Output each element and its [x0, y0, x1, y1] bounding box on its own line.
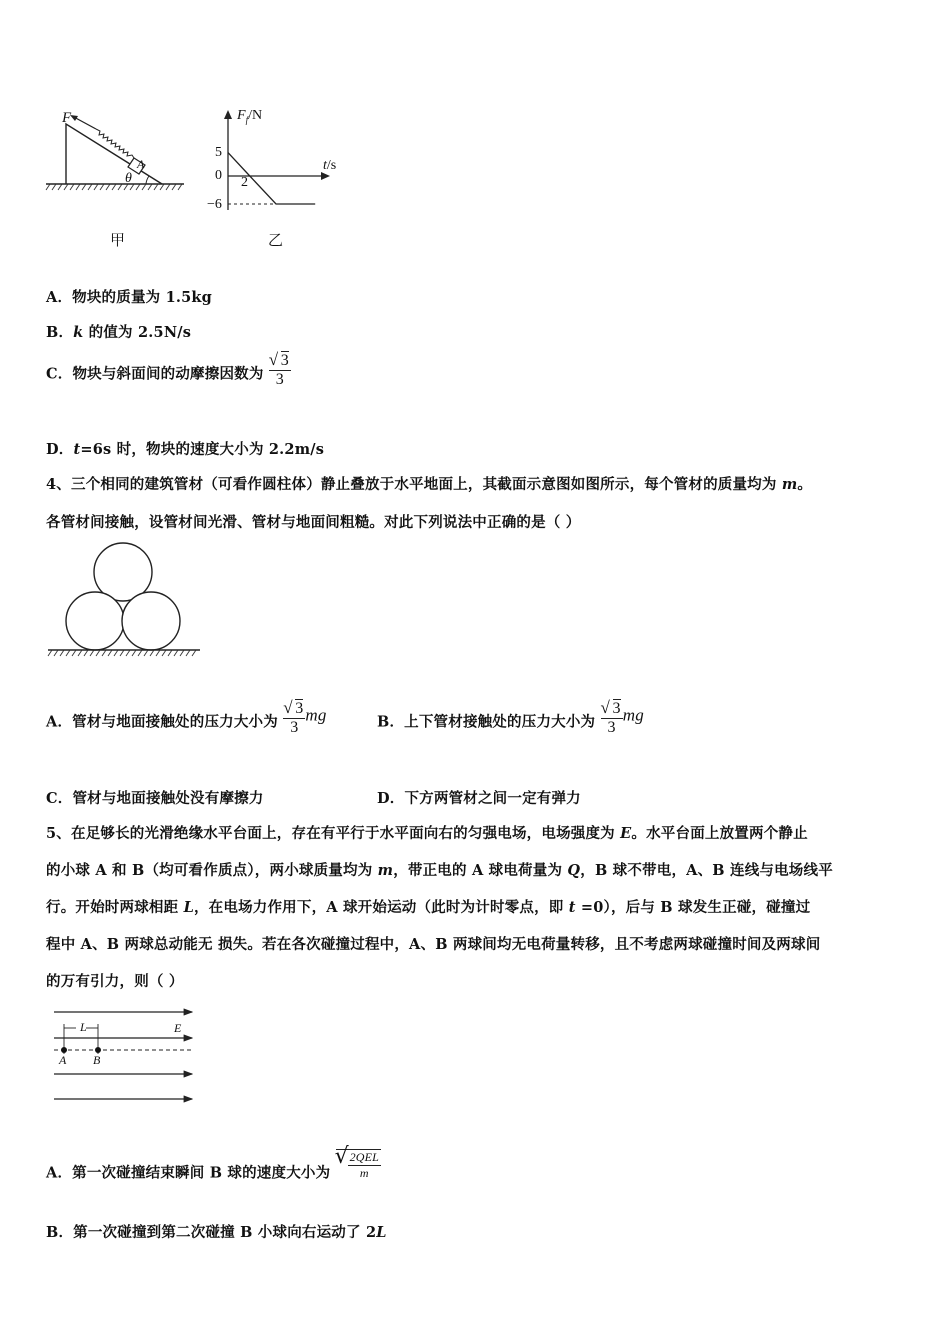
- q3-option-b: B．k 的值为 2.5N/s: [46, 324, 192, 341]
- electric-field-figure: [50, 1004, 200, 1106]
- graph-tick-2: 2: [241, 175, 248, 190]
- graph-tick-5: 5: [215, 145, 222, 160]
- field-fig-B-label: B: [93, 1053, 101, 1067]
- pipes-figure: [44, 540, 204, 662]
- field-fig-L-label: L: [80, 1020, 87, 1034]
- fraction-sqrt3-over-3: √ $\frac{3}{3}$: [269, 352, 291, 389]
- q5-stem-line3: 行。开始时两球相距 L，在电场力作用下，A 球开始运动（此时为计时零点，即 t =0），后与 B 球发生正碰，碰撞过: [46, 899, 811, 916]
- graph-y-axis-label: $F_f/N$: [237, 108, 263, 125]
- q3-option-d: D．t=6s 时，物块的速度大小为 2.2m/s: [46, 441, 325, 458]
- q3-option-c: C．物块与斜面间的动摩擦因数为 √ $\frac{3}{3}$: [46, 356, 291, 393]
- q4-option-c: C．管材与地面接触处没有摩擦力: [46, 790, 264, 807]
- field-fig-A-label: A: [59, 1053, 67, 1067]
- fraction-sqrt3-over-3: √ $\frac{3}{3}$: [283, 700, 305, 737]
- field-fig-E-label: E: [174, 1021, 182, 1035]
- q5-stem-line1: 5、在足够长的光滑绝缘水平台面上，存在有平行于水平面向右的匀强电场，电场强度为 E。水平台面上放置两个静止: [46, 825, 808, 842]
- graph-x-axis-label: t/s: [323, 158, 337, 173]
- sqrt-fraction: √ $\frac{\text{2QEL}}{m}$: [334, 1144, 380, 1180]
- q5-option-a: A．第一次碰撞结束瞬间 B 球的速度大小为 √ $\frac{\text{2QEL}}{m}$: [46, 1144, 380, 1182]
- q4-stem-line2: 各管材间接触，设管材间光滑、管材与地面间粗糙。对此下列说法中正确的是（ ）: [46, 514, 581, 531]
- caption-jia: 甲: [110, 231, 126, 249]
- graph-tick-0: 0: [215, 168, 222, 183]
- q5-stem-line4: 程中 A、B 两球总动能无 损失。若在各次碰撞过程中，A、B 两球间均无电荷量转移，且不考虑两球碰撞时间及两球间: [46, 936, 821, 953]
- q5-stem-line2: 的小球 A 和 B（均可看作质点），两小球质量均为 m，带正电的 A 球电荷量为 Q，B 球不带电，A、B 连线与电场线平: [46, 862, 833, 879]
- q4-option-b: B．上下管材接触处的压力大小为 √ $\frac{3}{3}$ mg: [377, 704, 644, 741]
- q5-stem-line5: 的万有引力，则（ ）: [46, 973, 184, 990]
- force-label: F: [62, 110, 72, 126]
- q4-option-d: D．下方两管材之间一定有弹力: [377, 790, 581, 807]
- q4-stem-line1: 4、三个相同的建筑管材（可看作圆柱体）静止叠放于水平地面上，其截面示意图如图所示，每个管材的质量均为 m。: [46, 476, 813, 493]
- q4-option-a: A．管材与地面接触处的压力大小为 √ $\frac{3}{3}$ mg: [46, 704, 327, 741]
- q5-option-b: B．第一次碰撞到第二次碰撞 B 小球向右运动了 2L: [46, 1224, 387, 1241]
- caption-yi: 乙: [268, 231, 284, 249]
- graph-tick-neg6: −6: [207, 197, 222, 212]
- q3-option-a: A．物块的质量为 1.5kg: [46, 289, 213, 306]
- fraction-sqrt3-over-3: √ $\frac{3}{3}$: [601, 700, 623, 737]
- angle-label: θ: [125, 171, 132, 186]
- block-label: A: [137, 157, 145, 171]
